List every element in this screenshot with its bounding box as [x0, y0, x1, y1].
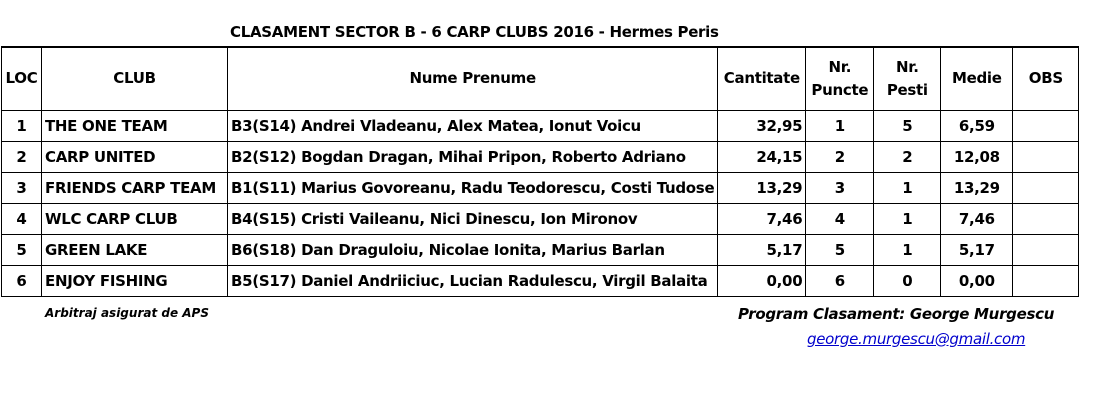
cell-cantitate: 7,46: [718, 203, 806, 234]
header-cantitate: Cantitate: [718, 47, 806, 110]
cell-cantitate: 5,17: [718, 234, 806, 265]
header-puncte-line2: Puncte: [811, 80, 869, 99]
cell-club: FRIENDS CARP TEAM: [42, 172, 228, 203]
cell-puncte: 3: [806, 172, 874, 203]
cell-pesti: 2: [874, 141, 941, 172]
cell-pesti: 0: [874, 265, 941, 296]
table-row: [2, 234, 1079, 265]
cell-medie: 0,00: [941, 265, 1013, 296]
cell-name: B4(S15) Cristi Vaileanu, Nici Dinescu, Ion Mironov: [228, 203, 718, 234]
header-pesti-line2: Pesti: [886, 80, 928, 99]
cell-name: B2(S12) Bogdan Dragan, Mihai Pripon, Roberto Adriano: [228, 141, 718, 172]
cell-medie: 13,29: [941, 172, 1013, 203]
cell-obs: [1013, 234, 1079, 265]
header-medie: Medie: [941, 47, 1013, 110]
cell-cantitate: 13,29: [718, 172, 806, 203]
cell-cantitate: 32,95: [718, 110, 806, 141]
cell-puncte: 2: [806, 141, 874, 172]
cell-name: B1(S11) Marius Govoreanu, Radu Teodorescu, Costi Tudose: [228, 172, 718, 203]
standings-table: [1, 46, 1079, 297]
cell-name: B6(S18) Dan Draguloiu, Nicolae Ionita, Marius Barlan: [228, 234, 718, 265]
cell-medie: 7,46: [941, 203, 1013, 234]
cell-club: THE ONE TEAM: [42, 110, 228, 141]
cell-puncte: 5: [806, 234, 874, 265]
cell-name: B3(S14) Andrei Vladeanu, Alex Matea, Ionut Voicu: [228, 110, 718, 141]
cell-obs: [1013, 265, 1079, 296]
header-puncte-line1: Nr.: [828, 57, 852, 76]
header-loc: LOC: [2, 47, 42, 110]
cell-loc: 6: [2, 265, 42, 296]
cell-obs: [1013, 141, 1079, 172]
referee-note: Arbitraj asigurat de APS: [45, 306, 209, 320]
cell-loc: 2: [2, 141, 42, 172]
cell-name: B5(S17) Daniel Andriiciuc, Lucian Radulescu, Virgil Balaita: [228, 265, 718, 296]
table-row: [2, 110, 1079, 141]
cell-pesti: 1: [874, 234, 941, 265]
cell-pesti: 1: [874, 203, 941, 234]
cell-club: GREEN LAKE: [42, 234, 228, 265]
cell-puncte: 4: [806, 203, 874, 234]
cell-loc: 5: [2, 234, 42, 265]
cell-cantitate: 24,15: [718, 141, 806, 172]
table-row: [2, 265, 1079, 296]
program-credit: Program Clasament: George Murgescu: [738, 305, 1055, 323]
cell-loc: 1: [2, 110, 42, 141]
cell-puncte: 1: [806, 110, 874, 141]
page-title: CLASAMENT SECTOR B - 6 CARP CLUBS 2016 - Hermes Peris: [230, 23, 719, 41]
cell-club: ENJOY FISHING: [42, 265, 228, 296]
cell-club: WLC CARP CLUB: [42, 203, 228, 234]
table-row: [2, 203, 1079, 234]
cell-obs: [1013, 110, 1079, 141]
cell-cantitate: 0,00: [718, 265, 806, 296]
header-puncte: [806, 47, 874, 110]
header-obs: OBS: [1013, 47, 1079, 110]
cell-obs: [1013, 172, 1079, 203]
cell-medie: 5,17: [941, 234, 1013, 265]
cell-club: CARP UNITED: [42, 141, 228, 172]
cell-medie: 12,08: [941, 141, 1013, 172]
table-row: [2, 141, 1079, 172]
header-pesti-line1: Nr.: [896, 57, 919, 76]
header-name: Nume Prenume: [228, 47, 718, 110]
cell-pesti: 5: [874, 110, 941, 141]
table-row: [2, 172, 1079, 203]
header-pesti: [874, 47, 941, 110]
cell-obs: [1013, 203, 1079, 234]
header-club: CLUB: [42, 47, 228, 110]
cell-medie: 6,59: [941, 110, 1013, 141]
cell-loc: 3: [2, 172, 42, 203]
email-link[interactable]: george.murgescu@gmail.com: [807, 330, 1026, 348]
cell-pesti: 1: [874, 172, 941, 203]
cell-puncte: 6: [806, 265, 874, 296]
header-row: [2, 47, 1079, 110]
cell-loc: 4: [2, 203, 42, 234]
